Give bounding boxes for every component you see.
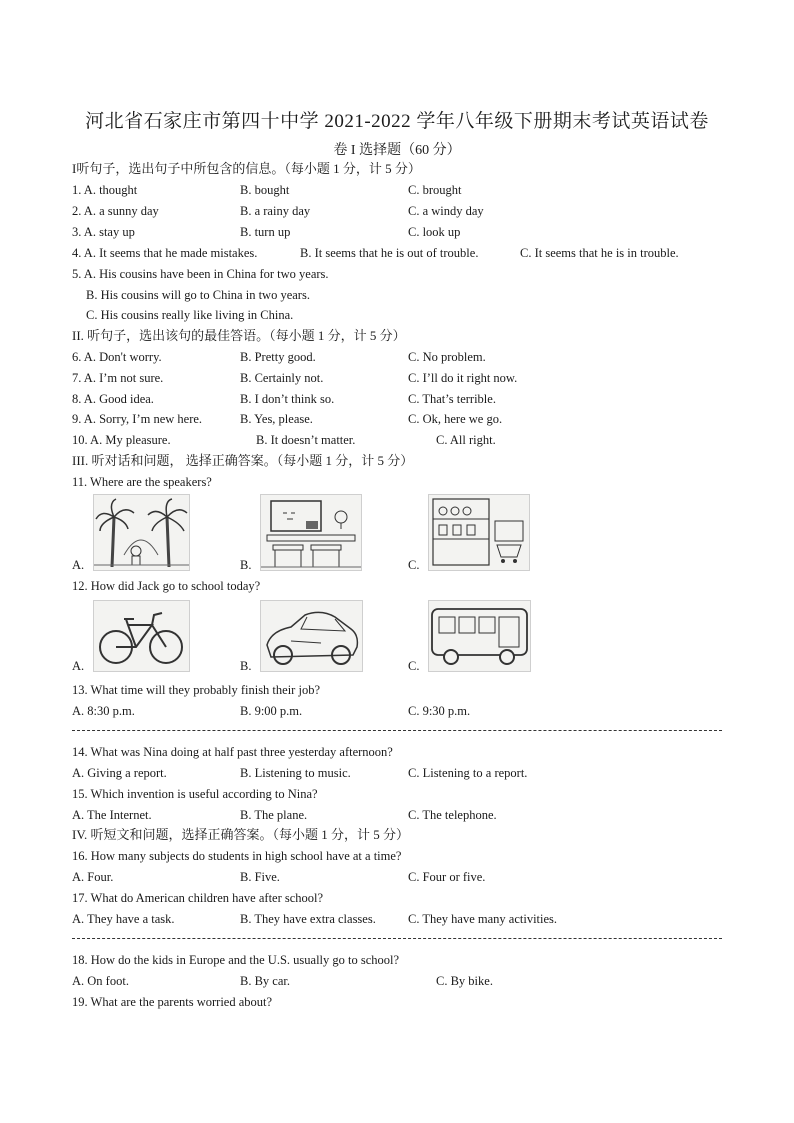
option-a: A. 8:30 p.m. xyxy=(72,704,135,718)
option-c: C. The telephone. xyxy=(408,808,497,822)
option-b: B. It seems that he is out of trouble. xyxy=(300,246,479,260)
option-c: C. Ok, here we go. xyxy=(408,412,503,426)
question-15-stem: 15. Which invention is useful according to Nina? xyxy=(72,787,318,801)
option-a: A. Four. xyxy=(72,870,114,884)
option-c: C. look up xyxy=(408,225,461,239)
option-b: B. Listening to music. xyxy=(240,766,351,780)
question-19-stem: 19. What are the parents worried about? xyxy=(72,995,273,1009)
car-picture xyxy=(260,600,363,672)
q11-label-b: B. xyxy=(240,558,252,572)
option-a: A. Giving a report. xyxy=(72,766,167,780)
divider xyxy=(72,938,722,939)
divider xyxy=(72,730,722,731)
option-c: C. They have many activities. xyxy=(408,912,558,926)
option-b: B. Yes, please. xyxy=(240,412,313,426)
q12-label-a: A. xyxy=(72,659,85,673)
option-a: 2. A. a sunny day xyxy=(72,204,159,218)
option-b: B. a rainy day xyxy=(240,204,311,218)
question-13-stem: 13. What time will they probably finish their job? xyxy=(72,683,320,697)
park-scene-picture xyxy=(93,494,190,571)
q11-label-a: A. xyxy=(72,558,85,572)
question-14-stem: 14. What was Nina doing at half past three yesterday afternoon? xyxy=(72,745,393,759)
option-c: C. It seems that he is in trouble. xyxy=(520,246,679,260)
option-a: 8. A. Good idea. xyxy=(72,392,154,406)
section-1-heading: I听句子，选出句子中所包含的信息。（每小题 1 分，计 5 分） xyxy=(72,161,421,176)
question-18-stem: 18. How do the kids in Europe and the U.S. usually go to school? xyxy=(72,953,400,967)
bicycle-picture xyxy=(93,600,190,672)
option-c: C. 9:30 p.m. xyxy=(408,704,471,718)
q11-label-c: C. xyxy=(408,558,420,572)
section-2-heading: II. 听句子，选出该句的最佳答语。（每小题 1 分，计 5 分） xyxy=(72,328,406,343)
question-5-option-c: C. His cousins really like living in China. xyxy=(86,308,294,322)
exam-title: 河北省石家庄市第四十中学 2021-2022 学年八年级下册期末考试英语试卷 xyxy=(85,111,709,132)
option-b: B. 9:00 p.m. xyxy=(240,704,303,718)
section-3-heading: III. 听对话和问题， 选择正确答案。（每小题 1 分，计 5 分） xyxy=(72,453,414,468)
q12-label-c: C. xyxy=(408,659,420,673)
option-b: B. bought xyxy=(240,183,290,197)
option-b: B. The plane. xyxy=(240,808,308,822)
option-c: C. Four or five. xyxy=(408,870,486,884)
option-a: 7. A. I’m not sure. xyxy=(72,371,164,385)
question-5-option-a: 5. A. His cousins have been in China for two years. xyxy=(72,267,329,281)
option-b: B. It doesn’t matter. xyxy=(256,433,356,447)
option-b: B. Five. xyxy=(240,870,280,884)
question-11-stem: 11. Where are the speakers? xyxy=(72,475,212,489)
option-a: A. The Internet. xyxy=(72,808,152,822)
option-a: 9. A. Sorry, I’m new here. xyxy=(72,412,203,426)
option-a: 6. A. Don't worry. xyxy=(72,350,162,364)
q12-label-b: B. xyxy=(240,659,252,673)
option-c: C. I’ll do it right now. xyxy=(408,371,518,385)
question-16-stem: 16. How many subjects do students in high school have at a time? xyxy=(72,849,402,863)
option-c: C. Listening to a report. xyxy=(408,766,528,780)
option-b: B. turn up xyxy=(240,225,291,239)
classroom-picture xyxy=(260,494,362,571)
supermarket-picture xyxy=(428,494,530,571)
option-b: B. By car. xyxy=(240,974,290,988)
option-b: B. I don’t think so. xyxy=(240,392,335,406)
option-c: C. All right. xyxy=(436,433,496,447)
option-c: C. a windy day xyxy=(408,204,484,218)
paper-subtitle: 卷 I 选择题（60 分） xyxy=(333,143,461,158)
option-a: 4. A. It seems that he made mistakes. xyxy=(72,246,258,260)
question-17-stem: 17. What do American children have after school? xyxy=(72,891,324,905)
option-a: 10. A. My pleasure. xyxy=(72,433,171,447)
option-b: B. Certainly not. xyxy=(240,371,324,385)
option-c: C. brought xyxy=(408,183,462,197)
option-a: A. On foot. xyxy=(72,974,129,988)
option-a: 3. A. stay up xyxy=(72,225,135,239)
option-c: C. No problem. xyxy=(408,350,486,364)
question-5-option-b: B. His cousins will go to China in two years. xyxy=(86,288,310,302)
option-a: 1. A. thought xyxy=(72,183,138,197)
option-b: B. They have extra classes. xyxy=(240,912,376,926)
option-c: C. That’s terrible. xyxy=(408,392,496,406)
bus-picture xyxy=(428,600,531,672)
section-4-heading: IV. 听短文和问题，选择正确答案。（每小题 1 分，计 5 分） xyxy=(72,827,410,842)
option-a: A. They have a task. xyxy=(72,912,175,926)
option-b: B. Pretty good. xyxy=(240,350,316,364)
option-c: C. By bike. xyxy=(436,974,493,988)
question-12-stem: 12. How did Jack go to school today? xyxy=(72,579,261,593)
